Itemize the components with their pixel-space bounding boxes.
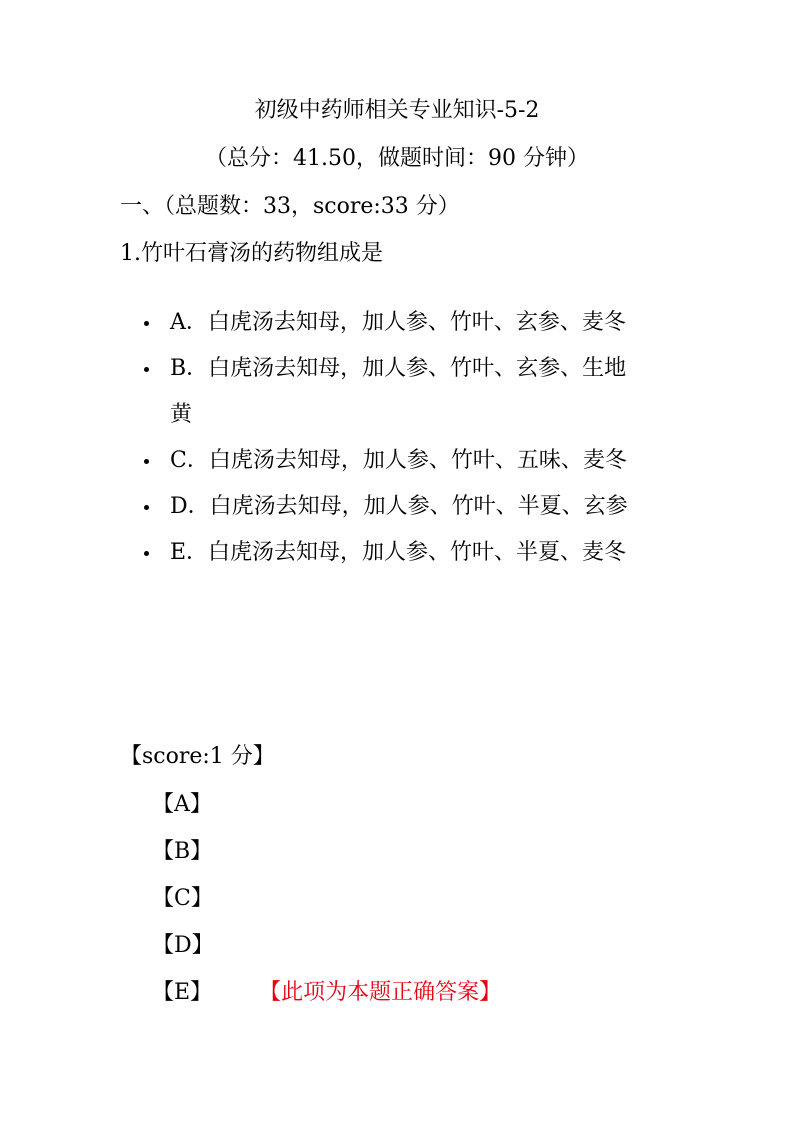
answer-b (152, 837, 501, 884)
section-heading: 一、（总题数：33，score:33 分） (120, 194, 460, 219)
page-subtitle: （总分：41.50，做题时间：90 分钟） (205, 146, 589, 171)
option-text: A．白虎汤去知母，加人参、竹叶、玄参、麦冬 (170, 310, 626, 335)
answer-label: 【E】 (152, 980, 213, 1005)
question-text: 1.竹叶石膏汤的药物组成是 (120, 241, 383, 266)
answer-d (152, 931, 501, 978)
bullet-icon (144, 459, 149, 464)
answer-label: 【D】 (152, 933, 214, 958)
option-d (140, 484, 670, 530)
option-text-continued: 黄 (170, 402, 193, 427)
answer-e (152, 978, 501, 1025)
answer-label: 【A】 (152, 792, 212, 817)
answer-a (152, 790, 501, 837)
option-text: C．白虎汤去知母，加人参、竹叶、五味、麦冬 (170, 448, 627, 473)
correct-answer-note: 【此项为本题正确答案】 (259, 980, 502, 1005)
answer-label: 【C】 (152, 886, 213, 911)
bullet-icon (144, 551, 149, 556)
bullet-icon (144, 505, 149, 510)
score-label: 【score:1 分】 (120, 744, 275, 769)
answer-c (152, 884, 501, 931)
bullet-icon (144, 367, 149, 372)
option-b (140, 346, 670, 438)
option-list (140, 300, 670, 576)
answer-list (152, 790, 501, 1025)
option-text: B．白虎汤去知母，加人参、竹叶、玄参、生地 (170, 356, 627, 381)
bullet-icon (144, 321, 149, 326)
answer-label: 【B】 (152, 839, 213, 864)
option-c (140, 438, 670, 484)
page-title: 初级中药师相关专业知识-5-2 (254, 98, 540, 123)
option-a (140, 300, 670, 346)
option-text: D．白虎汤去知母，加人参、竹叶、半夏、玄参 (170, 494, 628, 519)
option-text: E．白虎汤去知母，加人参、竹叶、半夏、麦冬 (170, 540, 627, 565)
option-e (140, 530, 670, 576)
